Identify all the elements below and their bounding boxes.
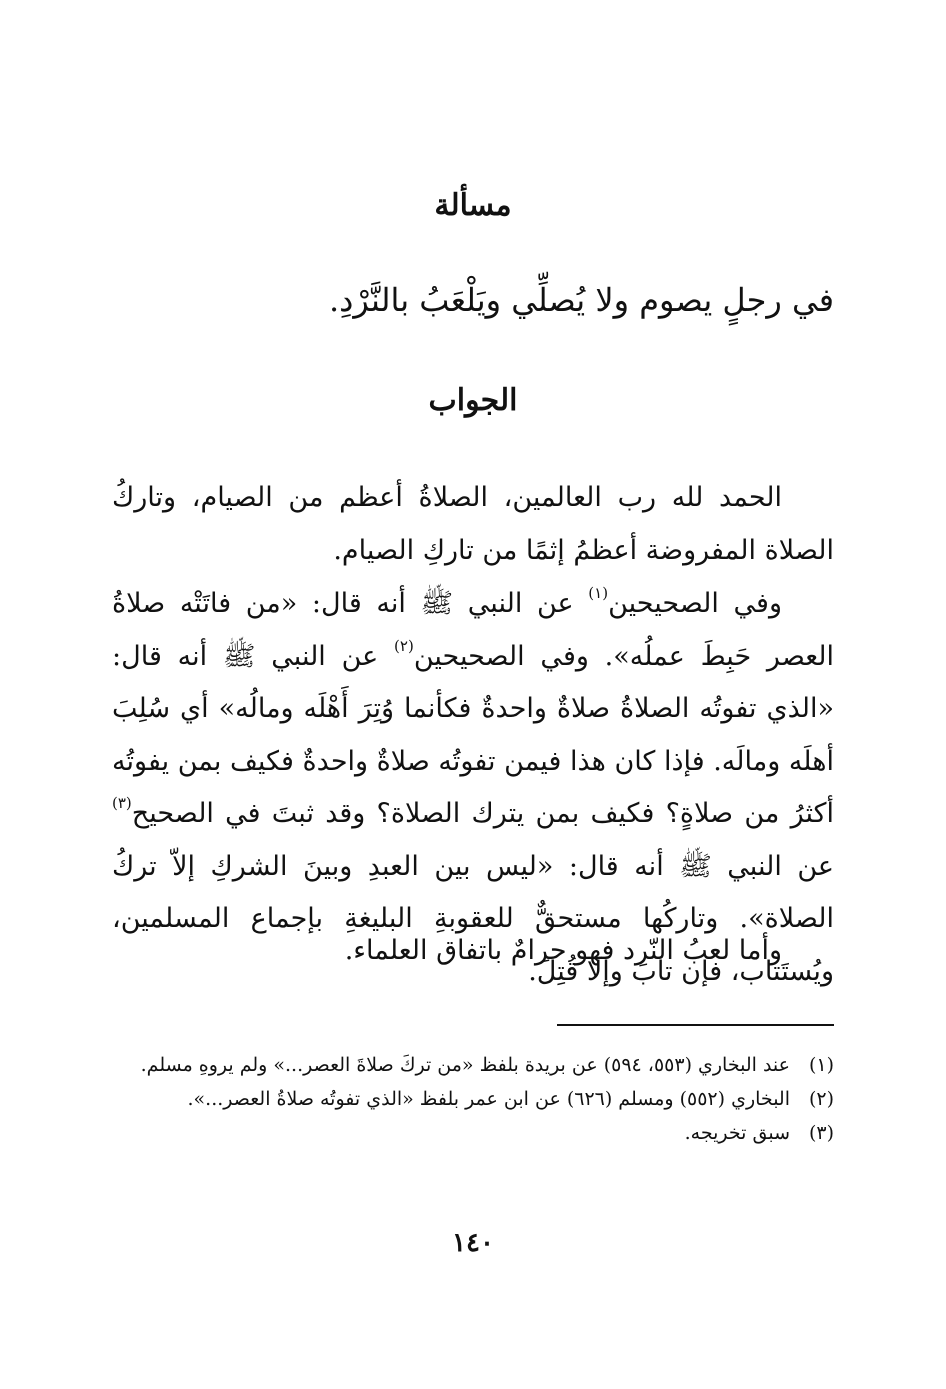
- paragraph-1-text: الحمد لله رب العالمين، الصلاةُ أعظم من الصيام، وتاركُ الصلاة المفروضة أعظمُ إثمًا من تاركِ الصيام.: [112, 482, 834, 566]
- footnote-2-text: البخاري (٥٥٢) ومسلم (٦٢٦) عن ابن عمر بلفظ «الذي تفوتُه صلاةُ العصر...».: [187, 1088, 790, 1110]
- footnote-ref-3: (٣): [112, 794, 132, 812]
- question-text: في رجلٍ يصوم ولا يُصلِّي ويَلْعَبُ بالنَّرْدِ.: [328, 281, 834, 319]
- footnote-1-number: (١): [808, 1054, 834, 1076]
- footnote-3: [112, 1116, 834, 1150]
- footnote-2-number: (٢): [808, 1088, 834, 1110]
- paragraph-2-part-a: وفي الصحيحين: [608, 588, 783, 619]
- footnote-3-number: (٣): [808, 1122, 834, 1144]
- footnotes: [112, 1048, 834, 1150]
- paragraph-2-part-b: عن النبي ﷺ أنه قال: «من فاتَتْه صلاةُ العصر حَبِطَ عملُه». وفي الصحيحين: [112, 588, 834, 672]
- footnote-divider: [557, 1024, 834, 1026]
- paragraph-3-text: وأما لعبُ النّرد فهو حرامٌ باتفاق العلماء.: [344, 935, 782, 966]
- paragraph-2-part-d: عن النبي ﷺ أنه قال: «ليس بين العبدِ وبينَ الشركِ إلاّ تركُ الصلاة». وتاركُها مستحقٌّ للعقوبةِ البليغةِ بإجماع المسلمين، ويُستَتاب، فإن تابَ وإلا قُتِلَ.: [112, 850, 834, 987]
- paragraph-1: [112, 472, 834, 577]
- footnote-1: [112, 1048, 834, 1082]
- section-title: مسألة: [434, 188, 512, 223]
- footnote-ref-2: (٢): [394, 636, 414, 655]
- paragraph-3: [112, 925, 834, 978]
- footnote-2: [112, 1082, 834, 1116]
- paragraph-2-part-c: عن النبي ﷺ أنه قال: «الذي تفوتُه الصلاةُ صلاةٌ واحدةٌ فكأنما وُتِرَ أَهْلَه ومالُه» أي سُلِبَ أهلَه ومالَه. فإذا كان هذا فيمن تفوتُه صلاةٌ واحدةٌ فكيف بمن يفوتُه أكثرُ من صلاةٍ؟ فكيف بمن يترك الصلاة؟ وقد ثبتَ في الصحيح: [112, 640, 834, 829]
- footnote-ref-1: (١): [588, 584, 609, 602]
- answer-heading: الجواب: [428, 383, 518, 418]
- footnote-3-text: سبق تخريجه.: [684, 1122, 790, 1144]
- page-number: ١٤٠: [452, 1228, 494, 1258]
- footnote-1-text: عند البخاري (٥٥٣، ٥٩٤) عن بريدة بلفظ «من تركَ صلاةَ العصر...» ولم يروهِ مسلم.: [140, 1054, 790, 1076]
